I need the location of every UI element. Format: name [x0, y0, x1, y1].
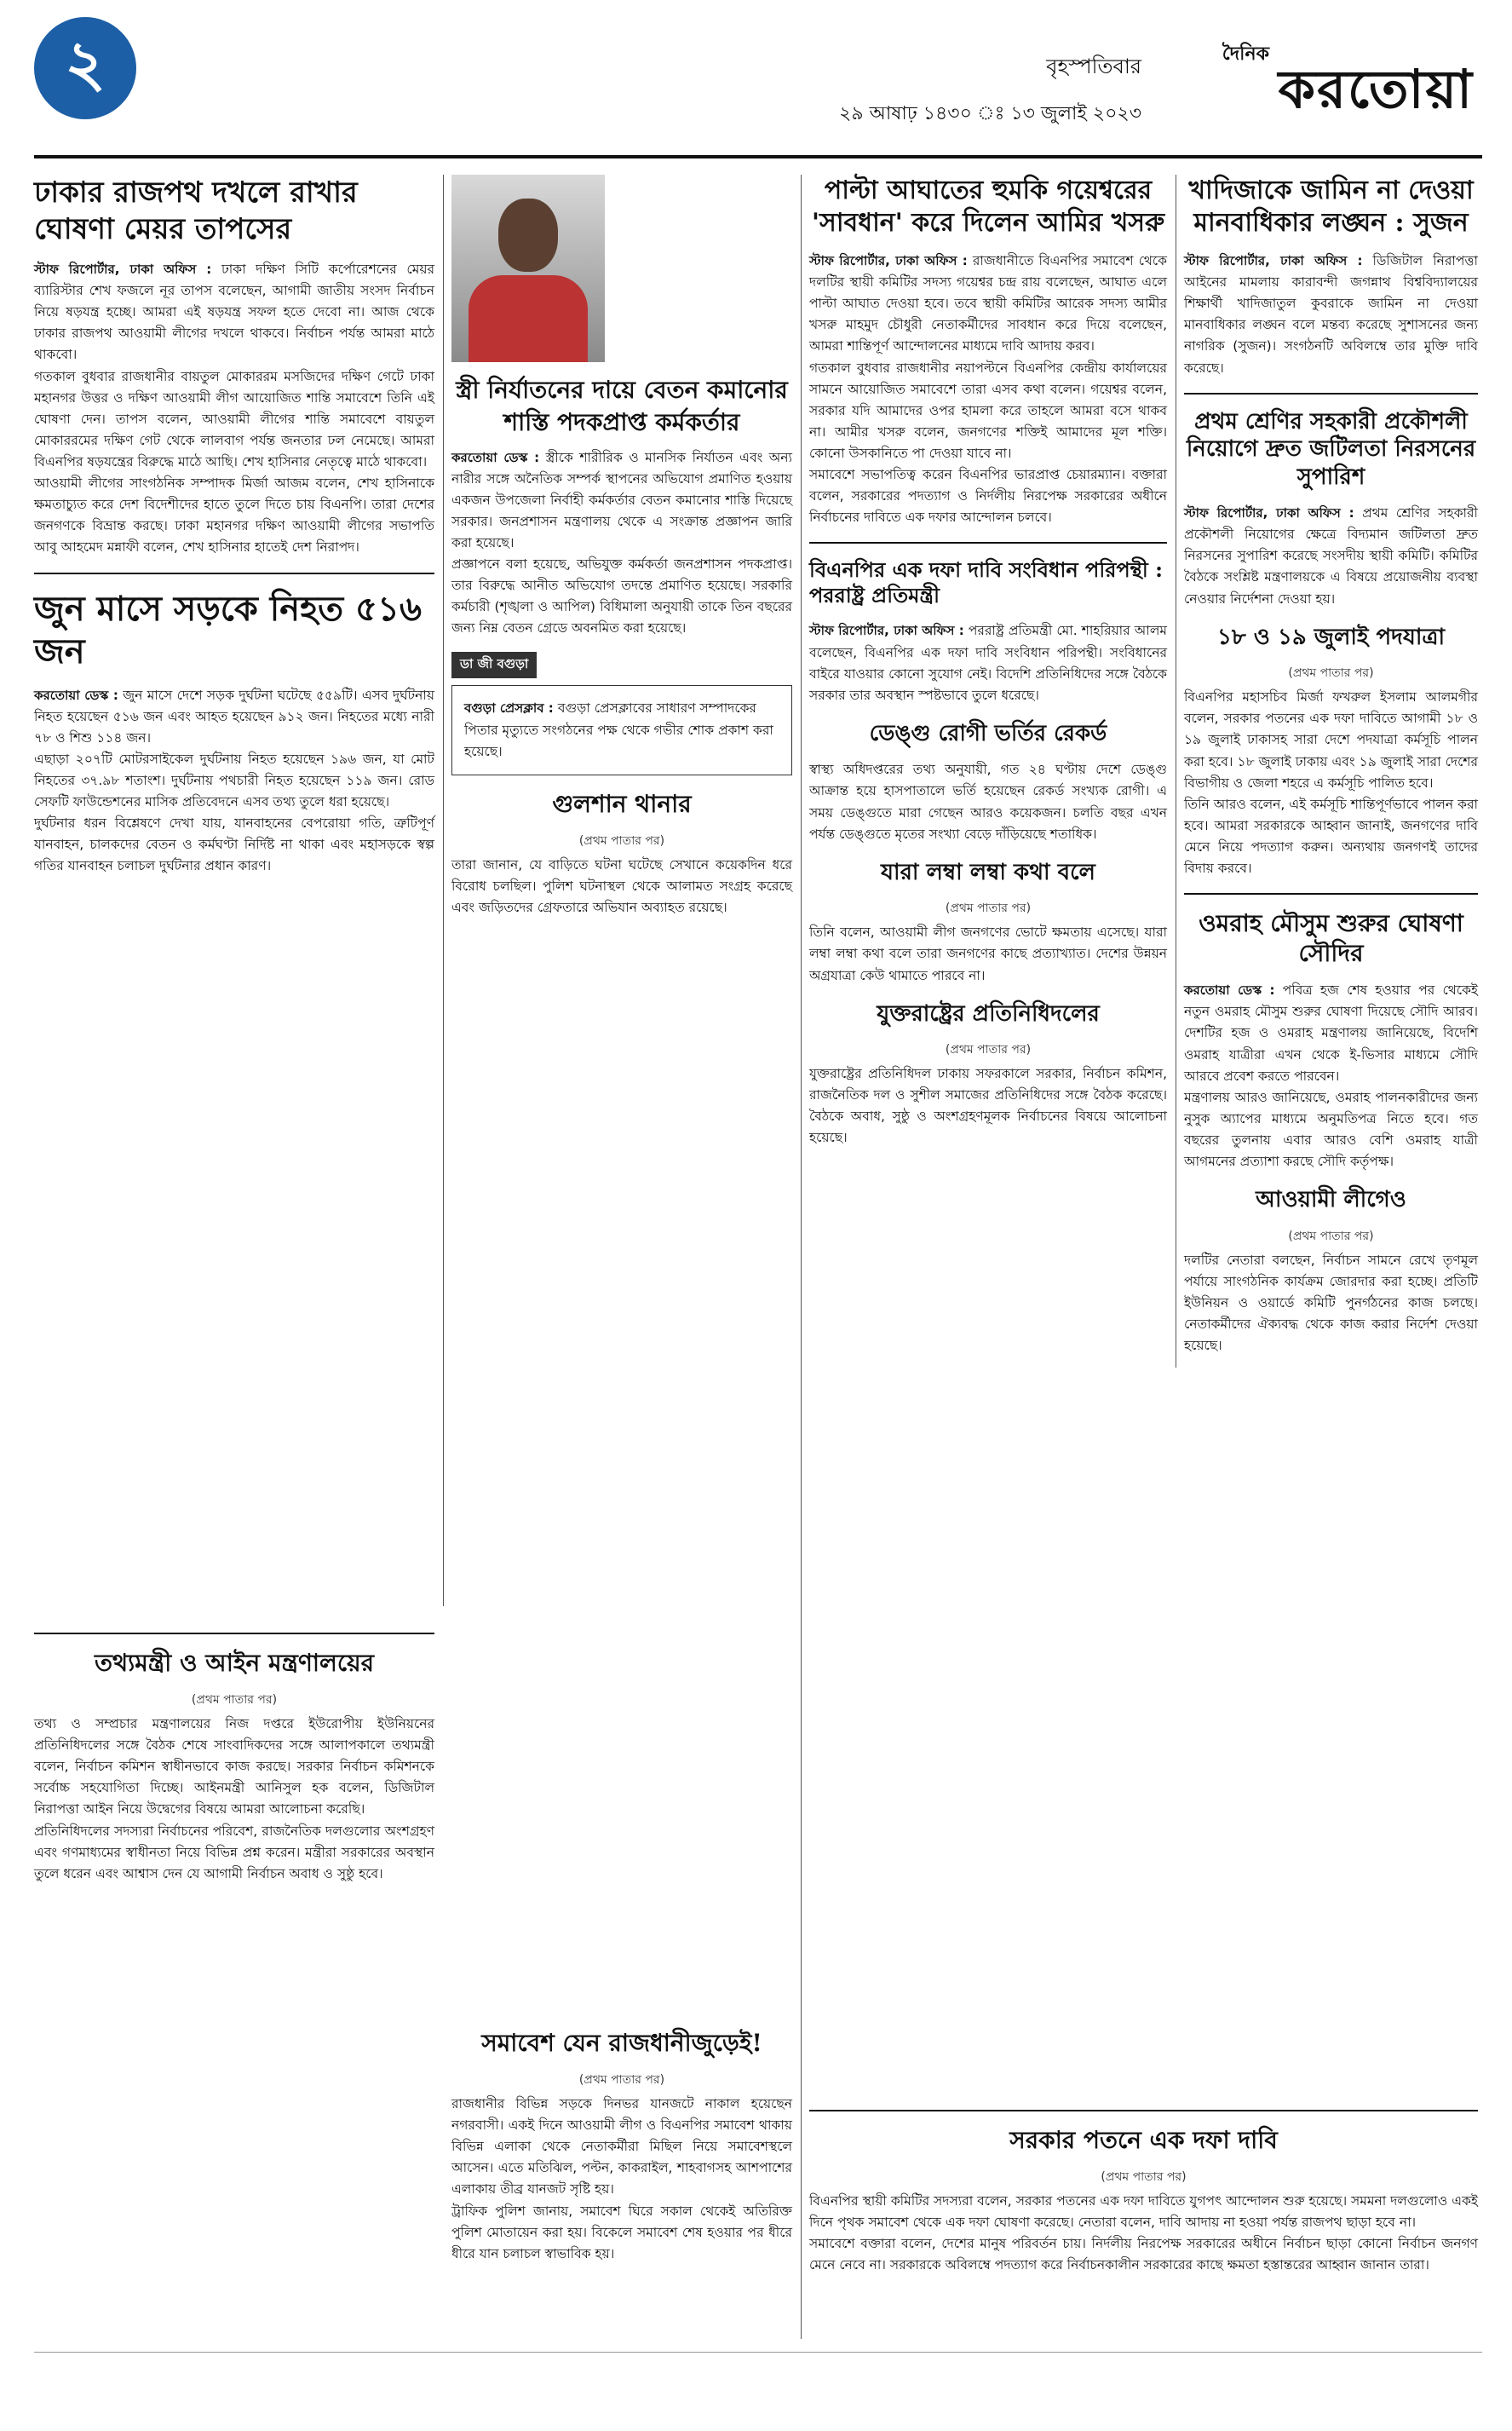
column-divider	[801, 175, 802, 2339]
column-divider	[443, 175, 444, 1606]
byline: স্টাফ রিপোর্টার, ঢাকা অফিস :	[809, 623, 964, 639]
article-text: বিএনপির মহাসচিব মির্জা ফখরুল ইসলাম আলমগীর বলেন, সরকার পতনের এক দফা দাবিতে আগামী ১৮ ও ১৯ জুলাই ঢাকাসহ সারা দেশে পদযাত্রা কর্মসূচি পালন করা হবে। ১৮ জুলাই ঢাকায় এবং ১৯ জুলাই সারা দেশের বিভাগীয় ও জেলা শহরে এ কর্মসূচি পালিত হবে।	[1184, 689, 1478, 791]
bottom-right	[809, 2096, 1478, 2276]
byline: স্টাফ রিপোর্টার, ঢাকা অফিস :	[1184, 253, 1363, 268]
article-engineer	[1184, 503, 1478, 610]
byline: করতোয়া ডেস্ক :	[34, 687, 118, 703]
headline-us-delegation: যুক্তরাষ্ট্রের প্রতিনিধিদলের	[877, 1000, 1100, 1027]
headline-dengue: ডেঙ্গু রোগী ভর্তির রেকর্ড	[869, 720, 1107, 746]
box-title: বগুড়া প্রেসক্লাব :	[464, 700, 554, 716]
bottom-left	[34, 1619, 434, 1885]
column-1	[34, 175, 434, 878]
press-club-box	[451, 685, 792, 775]
article-text: যুক্তরাষ্ট্রের প্রতিনিধিদল ঢাকায় সফরকালে সরকার, নির্বাচন কমিশন, রাজনৈতিক দল ও সুশীল সমাজের প্রতিনিধিদের সঙ্গে বৈঠক করেছে। বৈঠকে অবাধ, সুষ্ঠু ও অংশগ্রহণমূলক নির্বাচনের বিষয়ে আলোচনা হয়েছে।	[809, 1066, 1167, 1146]
box-text: বগুড়া প্রেসক্লাবের সাধারণ সম্পাদকের পিতার মৃত্যুতে সংগঠনের পক্ষ থেকে গভীর শোক প্রকাশ করা হয়েছে।	[464, 700, 773, 759]
article-dengue: স্বাস্থ্য অধিদপ্তরের তথ্য অনুযায়ী, গত ২৪ ঘণ্টায় দেশে ডেঙ্গু আক্রান্ত হয়ে হাসপাতালে ভর্তি হয়েছেন রেকর্ড সংখ্যক রোগী। এ সময় ডেঙ্গুতে মারা গেছেন আরও কয়েকজন। চলতি বছর এখন পর্যন্ত ডেঙ্গুতে মৃতের সংখ্যা বেড়ে দাঁড়িয়েছে শতাধিক।	[809, 762, 1167, 842]
continued-note: (প্রথম পাতার পর)	[578, 833, 665, 848]
article-text: তিনি বলেন, আওয়ামী লীগ জনগণের ভোটে ক্ষমতায় এসেছে। যারা লম্বা লম্বা কথা বলে তারা জনগণের কাছে প্রত্যাখ্যাত। দেশের উন্নয়ন অগ্রযাত্রা কেউ থামাতে পারবে না।	[809, 925, 1167, 983]
byline: করতোয়া ডেস্ক :	[1184, 982, 1275, 999]
continued-note: (প্রথম পাতার পর)	[1288, 666, 1374, 681]
bogura-section	[451, 652, 792, 775]
article-text: রাজধানীতে বিএনপির সমাবেশ থেকে দলটির স্থায়ী কমিটির সদস্য গয়েশ্বর চন্দ্র রায় বলেছেন, আঘাত এলে পাল্টা আঘাত দেওয়া হবে। তবে স্থায়ী কমিটির আরেক সদস্য আমীর খসরু মাহমুদ চৌধুরী নেতাকর্মীদের সাবধান করে দিয়ে বলেছেন, আমরা শান্তিপূর্ণ আন্দোলনের মাধ্যমে দাবি আদায় করব।	[809, 253, 1167, 354]
photo-row	[451, 175, 792, 362]
article-text: সমাবেশে সভাপতিত্ব করেন বিএনপির ভারপ্রাপ্ত চেয়ারম্যান। বক্তারা বলেন, সরকারের পদত্যাগ ও নির্দলীয় নিরপেক্ষ সরকারের অধীনে নির্বাচনের দাবিতে এক দফার আন্দোলন চলবে।	[809, 467, 1167, 526]
article-khadija	[1184, 251, 1478, 379]
article-umrah	[1184, 980, 1478, 1087]
continued-note: (প্রথম পাতার পর)	[945, 902, 1032, 916]
column-2	[451, 175, 792, 919]
article-text: পবিত্র হজ শেষ হওয়ার পর থেকেই নতুন ওমরাহ মৌসুম শুরুর ঘোষণা দিয়েছে সৌদি আরব। দেশটির হজ ও ওমরাহ মন্ত্রণালয় জানিয়েছে, বিদেশি ওমরাহ যাত্রীরা এখন থেকে ই-ভিসার মাধ্যমে সৌদি আরবে প্রবেশ করতে পারবেন।	[1184, 982, 1478, 1084]
headline-padayatra: ১৮ ও ১৯ জুলাই পদযাত্রা	[1217, 624, 1445, 650]
byline: স্টাফ রিপোর্টার, ঢাকা অফিস :	[809, 253, 968, 268]
article-officer	[451, 447, 792, 555]
continued-note: (প্রথম পাতার পর)	[1288, 1229, 1374, 1243]
divider	[809, 542, 1167, 544]
headline-engineer-recruitment: প্রথম শ্রেণির সহকারী প্রকৌশলী নিয়োগে দ্রুত জটিলতা নিরসনের সুপারিশ	[1186, 408, 1476, 490]
page-number-badge: ২	[34, 17, 136, 119]
article-gayeshwar	[809, 251, 1167, 358]
officer-photo	[451, 175, 605, 362]
section-tag: ডা জী বগুড়া	[451, 652, 537, 678]
masthead-rule	[34, 155, 1482, 158]
divider	[1184, 393, 1478, 395]
headline-tall-talk: যারা লম্বা লম্বা কথা বলে	[881, 859, 1095, 885]
byline: স্টাফ রিপোর্টার, ঢাকা অফিস :	[34, 262, 212, 277]
article-text: ঢাকা দক্ষিণ সিটি কর্পোরেশনের মেয়র ব্যারিস্টার শেখ ফজলে নূর তাপস বলেছেন, আগামী জাতীয় সংসদ নির্বাচন নিয়ে ষড়যন্ত্র হচ্ছে। আমরা এই ষড়যন্ত্র সফল হতে দেবো না। আজ থেকে ঢাকার রাজপথ আওয়ামী লীগের দখলে থাকবে। নির্বাচন পর্যন্ত আমরা মাঠে থাকবো।	[34, 262, 434, 363]
article-text: স্ত্রীকে শারীরিক ও মানসিক নির্যাতন এবং অন্য নারীর সঙ্গে অনৈতিক সম্পর্ক স্থাপনের অভিযোগ প্রমাণিত হওয়ায় একজন উপজেলা নির্বাহী কর্মকর্তার বেতন কমানোর শাস্তি দিয়েছে সরকার। জনপ্রশাসন মন্ত্রণালয় থেকে এ সংক্রান্ত প্রজ্ঞাপন জারি করা হয়েছে।	[451, 449, 792, 551]
article-text: তারা জানান, যে বাড়িতে ঘটনা ঘটেছে সেখানে কয়েকদিন ধরে বিরোধ চলছিল। পুলিশ ঘটনাস্থল থেকে আলামত সংগ্রহ করেছে এবং জড়িতদের গ্রেফতারে অভিযান অব্যাহত রয়েছে।	[451, 856, 792, 916]
article-text: গতকাল বুধবার রাজধানীর বায়তুল মোকাররম মসজিদের দক্ষিণ গেটে ঢাকা মহানগর উত্তর ও দক্ষিণ আওয়ামী লীগ আয়োজিত শান্তি সমাবেশে তিনি এই ঘোষণা দেন। তাপস বলেন, আওয়ামী লীগের শান্তি সমাবেশে বায়তুল মোকাররমের দক্ষিণ গেট থেকে লালবাগ পর্যন্ত জনতার ঢল নেমেছে। আমরা বিএনপির ষড়যন্ত্রের বিরুদ্ধে মাঠে আছি। শেখ হাসিনার নেতৃত্বে মাঠে থাকবো।	[34, 368, 434, 469]
footer-rule	[34, 2352, 1482, 2353]
headline-umrah: ওমরাহ মৌসুম শুরুর ঘোষণা সৌদির	[1199, 909, 1463, 968]
weekday: বৃহস্পতিবার	[1046, 55, 1141, 78]
paper-name: করতোয়া	[1278, 58, 1474, 120]
headline-road-deaths: জুন মাসে সড়কে নিহত ৫১৬ জন	[34, 588, 422, 671]
continued-note: (প্রথম পাতার পর)	[945, 1043, 1032, 1057]
article-text: প্রথম শ্রেণির সহকারী প্রকৌশলী নিয়োগের ক্ষেত্রে বিদ্যমান জটিলতা দ্রুত নিরসনের সুপারিশ করেছে সংসদীয় স্থায়ী কমিটি। কমিটির বৈঠকে সংশ্লিষ্ট মন্ত্রণালয়কে এ বিষয়ে প্রয়োজনীয় ব্যবস্থা নেওয়ার নির্দেশনা দেওয়া হয়।	[1184, 505, 1478, 607]
continued-note: (প্রথম পাতার পর)	[191, 1693, 278, 1707]
article-one-point	[809, 620, 1167, 706]
article-text: রাজধানীর বিভিন্ন সড়কে দিনভর যানজটে নাকাল হয়েছেন নগরবাসী। একই দিনে আওয়ামী লীগ ও বিএনপির সমাবেশ থাকায় বিভিন্ন এলাকা থেকে নেতাকর্মীরা মিছিল নিয়ে সমাবেশস্থলে আসেন। এতে মতিঝিল, পল্টন, কাকরাইল, শাহবাগসহ আশপাশের এলাকায় তীব্র যানজট সৃষ্টি হয়।	[451, 2096, 792, 2198]
headline-gulshan: গুলশান থানার	[552, 789, 692, 818]
article-text: জুন মাসে দেশে সড়ক দুর্ঘটনা ঘটেছে ৫৫৯টি। এসব দুর্ঘটনায় নিহত হয়েছেন ৫১৬ জন এবং আহত হয়েছেন ৯১২ জন। নিহতের মধ্যে নারী ৭৮ ও শিশু ১১৪ জন।	[34, 687, 434, 746]
divider	[1184, 893, 1478, 895]
headline-one-point: বিএনপির এক দফা দাবি সংবিধান পরিপন্থী : পররাষ্ট্র প্রতিমন্ত্রী	[809, 557, 1163, 608]
dateline: ২৯ আষাঢ় ১৪৩০ ঃ ১৩ জুলাই ২০২৩	[839, 103, 1141, 124]
paper-name-small: দৈনিক	[1222, 43, 1269, 65]
headline-info-minister: তথ্যমন্ত্রী ও আইন মন্ত্রণালয়ের	[94, 1649, 375, 1677]
byline: করতোয়া ডেস্ক :	[451, 449, 540, 465]
continued-note: (প্রথম পাতার পর)	[578, 2073, 665, 2087]
headline-tapas: ঢাকার রাজপথ দখলে রাখার ঘোষণা মেয়র তাপসের	[34, 176, 358, 246]
article-road-deaths	[34, 685, 434, 749]
headline-khadija: খাদিজাকে জামিন না দেওয়া মানবাধিকার লঙ্ঘন : সুজন	[1188, 176, 1474, 238]
divider	[809, 2110, 1478, 2111]
article-text: মন্ত্রণালয় আরও জানিয়েছে, ওমরাহ পালনকারীদের জন্য নুসুক অ্যাপের মাধ্যমে অনুমতিপত্র নিতে হবে। গত বছরের তুলনায় এবার আরও বেশি ওমরাহ যাত্রী আগমনের প্রত্যাশা করছে সৌদি কর্তৃপক্ষ।	[1184, 1089, 1478, 1170]
column-5	[1184, 175, 1478, 1357]
continued-note: (প্রথম পাতার পর)	[1101, 2170, 1187, 2184]
masthead	[34, 17, 1482, 145]
article-text: আওয়ামী লীগের সাংগঠনিক সম্পাদক মির্জা আজম বলেন, শেখ হাসিনাকে ক্ষমতাচ্যুত করে দেশ বিদেশীদের হাতে তুলে দিতে চায় বিএনপি। তারা দেশের জনগণকে বিভ্রান্ত করছে। ঢাকা মহানগর দক্ষিণ আওয়ামী লীগের সভাপতি আবু আহমেদ মন্নাফী বলেন, শেখ হাসিনার হাতেই দেশ নিরাপদ।	[34, 475, 434, 556]
article-text: পররাষ্ট্র প্রতিমন্ত্রী মো. শাহরিয়ার আলম বলেছেন, বিএনপির এক দফা দাবি সংবিধান পরিপন্থী। সংবিধানের বাইরে যাওয়ার কোনো সুযোগ নেই। বিদেশি প্রতিনিধিদের সঙ্গে বৈঠকে সরকার তার অবস্থান স্পষ্টভাবে তুলে ধরেছে।	[809, 623, 1167, 703]
headline-awami-league: আওয়ামী লীগেও	[1256, 1187, 1406, 1213]
headline-gayeshwar: পাল্টা আঘাতের হুমকি গয়েশ্বরের 'সাবধান' করে দিলেন আমির খসরু	[811, 176, 1165, 238]
article-text: বিএনপির স্থায়ী কমিটির সদস্যরা বলেন, সরকার পতনের এক দফা দাবিতে যুগপৎ আন্দোলন শুরু হয়েছে। সমমনা দলগুলোও একই দিনে পৃথক সমাবেশ থেকে এক দফা ঘোষণা করেছে। নেতারা বলেন, দাবি আদায় না হওয়া পর্যন্ত রাজপথ ছাড়া হবে না।	[809, 2193, 1478, 2231]
column-3	[809, 175, 1167, 1149]
divider	[34, 1633, 434, 1634]
article-text: ট্রাফিক পুলিশ জানায়, সমাবেশ ঘিরে সকাল থেকেই অতিরিক্ত পুলিশ মোতায়েন করা হয়। বিকেলে সমাবেশ শেষ হওয়ার পর ধীরে ধীরে যান চলাচল স্বাভাবিক হয়।	[451, 2203, 792, 2261]
article-text: সমাবেশে বক্তারা বলেন, দেশের মানুষ পরিবর্তন চায়। নির্দলীয় নিরপেক্ষ সরকারের অধীনে নির্বাচন ছাড়া কোনো নির্বাচন জনগণ মেনে নেবে না। সরকারকে অবিলম্বে পদত্যাগ করে নির্বাচনকালীন সরকারের কাছে ক্ষমতা হস্তান্তরের আহ্বান জানান তারা।	[809, 2236, 1478, 2273]
article-text: তথ্য ও সম্প্রচার মন্ত্রণালয়ের নিজ দপ্তরে ইউরোপীয় ইউনিয়নের প্রতিনিধিদলের সঙ্গে বৈঠক শেষে সাংবাদিকদের সঙ্গে আলাপকালে তথ্যমন্ত্রী বলেন, নির্বাচন কমিশন স্বাধীনভাবে কাজ করছে। সরকার নির্বাচন কমিশনকে সর্বোচ্চ সহযোগিতা দিচ্ছে। আইনমন্ত্রী আনিসুল হক বলেন, ডিজিটাল নিরাপত্তা আইন নিয়ে উদ্বেগের বিষয়ে আমরা আলোচনা করেছি।	[34, 1716, 434, 1817]
article-text: ডিজিটাল নিরাপত্তা আইনের মামলায় কারাবন্দী জগন্নাথ বিশ্ববিদ্যালয়ের শিক্ষার্থী খাদিজাতুল কুবরাকে জামিন না দেওয়া মানবাধিকার লঙ্ঘন বলে মন্তব্য করেছে সুশাসনের জন্য নাগরিক (সুজন)। সংগঠনটি অবিলম্বে তার মুক্তি দাবি করেছে।	[1184, 253, 1478, 376]
article-text: দুর্ঘটনার ধরন বিশ্লেষণে দেখা যায়, যানবাহনের বেপরোয়া গতি, ত্রুটিপূর্ণ যানবাহন, চালকদের বেতন ও কর্মঘণ্টা নির্দিষ্ট না থাকা এবং মহাসড়কে স্বল্প গতির যানবাহন চলাচল দুর্ঘটনার প্রধান কারণ।	[34, 815, 434, 874]
headline-officer-punished: স্ত্রী নির্যাতনের দায়ে বেতন কমানোর শাস্তি পদকপ্রাপ্ত কর্মকর্তার	[456, 376, 788, 436]
article-text: প্রতিনিধিদলের সদস্যরা নির্বাচনের পরিবেশ, রাজনৈতিক দলগুলোর অংশগ্রহণ এবং গণমাধ্যমের স্বাধীনতা নিয়ে বিভিন্ন প্রশ্ন করেন। মন্ত্রীরা সরকারের অবস্থান তুলে ধরেন এবং আশ্বাস দেন যে আগামী নির্বাচন অবাধ ও সুষ্ঠু হবে।	[34, 1823, 434, 1881]
date-block	[839, 51, 1141, 130]
headline-govt-fall: সরকার পতনে এক দফা দাবি	[1009, 2126, 1278, 2154]
article-text: দলটির নেতারা বলছেন, নির্বাচন সামনে রেখে তৃণমূল পর্যায়ে সাংগঠনিক কার্যক্রম জোরদার করা হচ্ছে। প্রতিটি ইউনিয়ন ও ওয়ার্ডে কমিটি পুনর্গঠনের কাজ চলছে। নেতাকর্মীদের ঐক্যবদ্ধ থেকে কাজ করার নির্দেশ দেওয়া হয়েছে।	[1184, 1252, 1478, 1354]
divider	[34, 573, 434, 574]
bottom-middle	[451, 2028, 792, 2265]
byline: স্টাফ রিপোর্টার, ঢাকা অফিস :	[1184, 505, 1354, 521]
article-text: এছাড়া ২০৭টি মোটরসাইকেল দুর্ঘটনায় নিহত হয়েছেন ১৯৬ জন, যা মোট নিহতের ৩৭.৯৮ শতাংশ। দুর্ঘটনায় পথচারী নিহত হয়েছেন ১১৯ জন। রোড সেফটি ফাউন্ডেশনের মাসিক প্রতিবেদনে এসব তথ্য তুলে ধরা হয়েছে।	[34, 751, 434, 810]
article-text: প্রজ্ঞাপনে বলা হয়েছে, অভিযুক্ত কর্মকর্তা জনপ্রশাসন পদকপ্রাপ্ত। তার বিরুদ্ধে আনীত অভিযোগ তদন্তে প্রমাণিত হয়েছে। সরকারি কর্মচারী (শৃঙ্খলা ও আপিল) বিধিমালা অনুযায়ী তাকে তিন বছরের জন্য নিম্ন বেতন গ্রেডে অবনমিত করা হয়েছে।	[451, 556, 792, 637]
headline-rally-capital: সমাবেশ যেন রাজধানীজুড়েই!	[481, 2029, 762, 2057]
article-text: তিনি আরও বলেন, এই কর্মসূচি শান্তিপূর্ণভাবে পালন করা হবে। আমরা সরকারকে আহ্বান জানাই, জনগণের দাবি মেনে নিয়ে পদত্যাগ করুন। অন্যথায় জনগণই তাদের বিদায় করবে।	[1184, 796, 1478, 877]
article-text: গতকাল বুধবার রাজধানীর নয়াপল্টনে বিএনপির কেন্দ্রীয় কার্যালয়ের সামনে আয়োজিত সমাবেশে তারা এসব কথা বলেন। গয়েশ্বর বলেন, সরকার যদি আমাদের ওপর হামলা করে তাহলে আমরা বসে থাকব না। আমীর খসরু বলেন, জনগণের শক্তিই আমাদের মূল শক্তি। কোনো উসকানিতে পা দেওয়া যাবে না।	[809, 360, 1167, 461]
paper-logo	[1158, 26, 1482, 128]
article-tapas	[34, 259, 434, 366]
